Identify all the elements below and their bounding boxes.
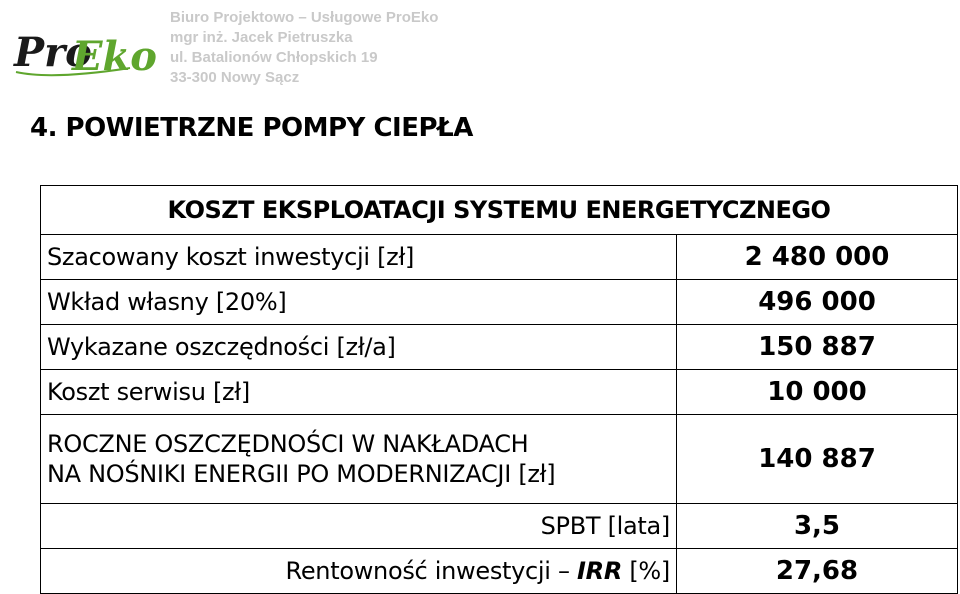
row-label-annual-savings-line1: ROCZNE OSZCZĘDNOŚCI W NAKŁADACH — [47, 430, 529, 458]
row-value-own-contribution: 496 000 — [677, 280, 958, 325]
row-label-savings: Wykazane oszczędności [zł/a] — [41, 325, 677, 370]
irr-label-suffix: [%] — [622, 557, 670, 585]
table-row — [41, 235, 958, 280]
company-city: 33-300 Nowy Sącz — [170, 69, 300, 86]
row-label-irr — [41, 549, 677, 594]
proeko-logo — [12, 10, 157, 80]
row-value-spbt: 3,5 — [677, 504, 958, 549]
logo-text-pro: Pro — [14, 29, 92, 76]
row-label-spbt: SPBT [lata] — [41, 504, 677, 549]
row-label-annual-savings-line2: NA NOŚNIKI ENERGII PO MODERNIZACJI [zł] — [47, 460, 556, 488]
logo-text-eko: Eko — [72, 33, 157, 80]
row-value-irr: 27,68 — [677, 549, 958, 594]
table-row — [41, 415, 958, 504]
company-owner: mgr inż. Jacek Pietruszka — [170, 29, 353, 46]
row-value-savings: 150 887 — [677, 325, 958, 370]
row-label-service-cost: Koszt serwisu [zł] — [41, 370, 677, 415]
table-row — [41, 549, 958, 594]
table-header: KOSZT EKSPLOATACJI SYSTEMU ENERGETYCZNEGO — [41, 186, 958, 235]
company-street: ul. Batalionów Chłopskich 19 — [170, 49, 378, 66]
table-header-row — [41, 186, 958, 235]
section-title: 4. POWIETRZNE POMPY CIEPŁA — [30, 113, 473, 143]
row-label-own-contribution: Wkład własny [20%] — [41, 280, 677, 325]
row-value-annual-savings: 140 887 — [677, 415, 958, 504]
company-name: Biuro Projektowo – Usługowe ProEko — [170, 9, 439, 26]
table-row — [41, 504, 958, 549]
row-value-service-cost: 10 000 — [677, 370, 958, 415]
row-label-annual-savings — [41, 415, 677, 504]
company-address — [170, 8, 438, 88]
row-label-investment-cost: Szacowany koszt inwestycji [zł] — [41, 235, 677, 280]
table-row — [41, 280, 958, 325]
irr-label-abbrev: IRR — [577, 557, 623, 585]
irr-label-prefix: Rentowność inwestycji – — [285, 557, 578, 585]
table-row — [41, 370, 958, 415]
row-value-investment-cost: 2 480 000 — [677, 235, 958, 280]
table-row — [41, 325, 958, 370]
cost-table — [40, 185, 958, 594]
